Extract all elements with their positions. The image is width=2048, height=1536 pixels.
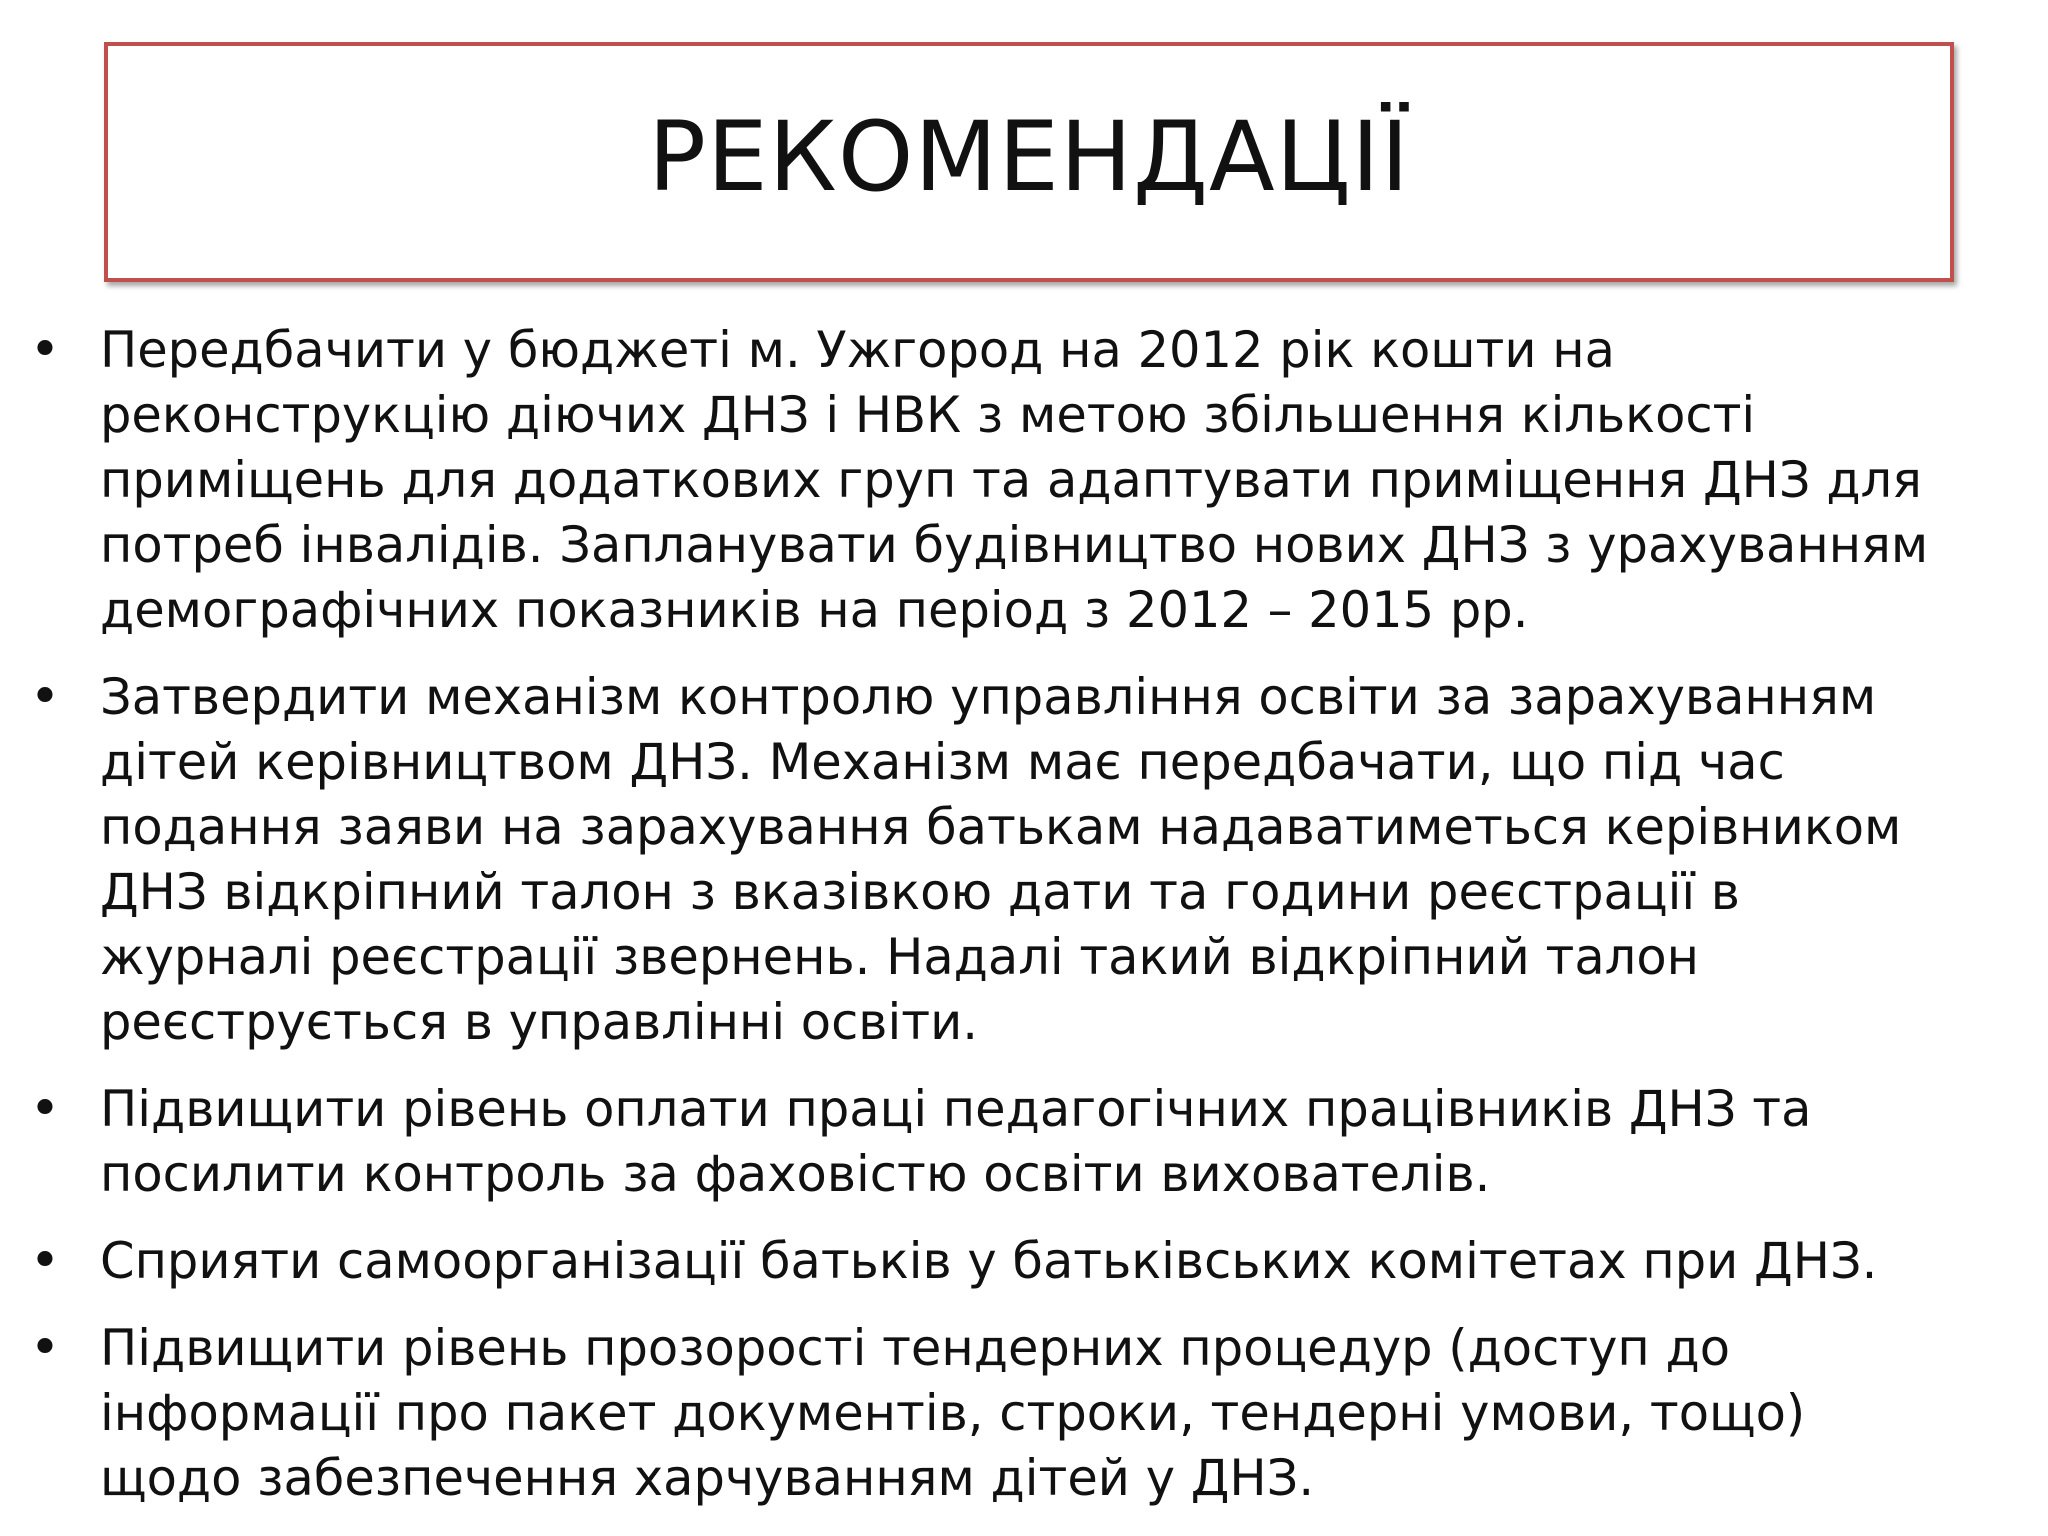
bullet-line: приміщень для додаткових груп та адаптувати приміщення ДНЗ для [100,451,1922,509]
bullet-line: реєструється в управлінні освіти. [100,993,978,1051]
bullet-line: ДНЗ відкріпний талон з вказівкою дати та години реєстрації в [100,863,1740,921]
bullet-item [0,665,2048,1055]
bullet-line: щодо забезпечення харчуванням дітей у ДНЗ. [100,1449,1315,1507]
bullet-item [0,318,2048,643]
bullet-item [0,1316,2048,1511]
bullet-marker: • [29,320,61,380]
slide-title: РЕКОМЕНДАЦІЇ [648,101,1410,213]
bullet-line: Підвищити рівень оплати праці педагогічних працівників ДНЗ та [100,1080,1812,1138]
bullet-marker: • [29,1318,61,1378]
bullet-line: журналі реєстрації звернень. Надалі такий відкріпний талон [100,928,1699,986]
bullet-line: інформації про пакет документів, строки, тендерні умови, тощо) [100,1384,1806,1442]
bullet-line: Підвищити рівень прозорості тендерних процедур (доступ до [100,1319,1731,1377]
bullet-item [0,1229,2048,1294]
bullet-line: Затвердити механізм контролю управління освіти за зарахуванням [100,668,1877,726]
title-box [104,42,1954,282]
bullet-marker: • [29,667,61,727]
bullet-list [0,318,2048,1533]
bullet-line: дітей керівництвом ДНЗ. Механізм має передбачати, що під час [100,733,1785,791]
bullet-line: потреб інвалідів. Запланувати будівництво нових ДНЗ з урахуванням [100,516,1929,574]
bullet-line: демографічних показників на період з 2012 – 2015 рр. [100,581,1529,639]
bullet-item [0,1077,2048,1207]
bullet-line: посилити контроль за фаховістю освіти вихователів. [100,1145,1491,1203]
bullet-line: подання заяви на зарахування батькам надаватиметься керівником [100,798,1902,856]
bullet-line: Передбачити у бюджеті м. Ужгород на 2012 рік кошти на [100,321,1615,379]
bullet-marker: • [29,1231,61,1291]
bullet-line: Сприяти самоорганізації батьків у батьківських комітетах при ДНЗ. [100,1232,1878,1290]
bullet-line: реконструкцію діючих ДНЗ і НВК з метою збільшення кількості [100,386,1756,444]
bullet-marker: • [29,1079,61,1139]
